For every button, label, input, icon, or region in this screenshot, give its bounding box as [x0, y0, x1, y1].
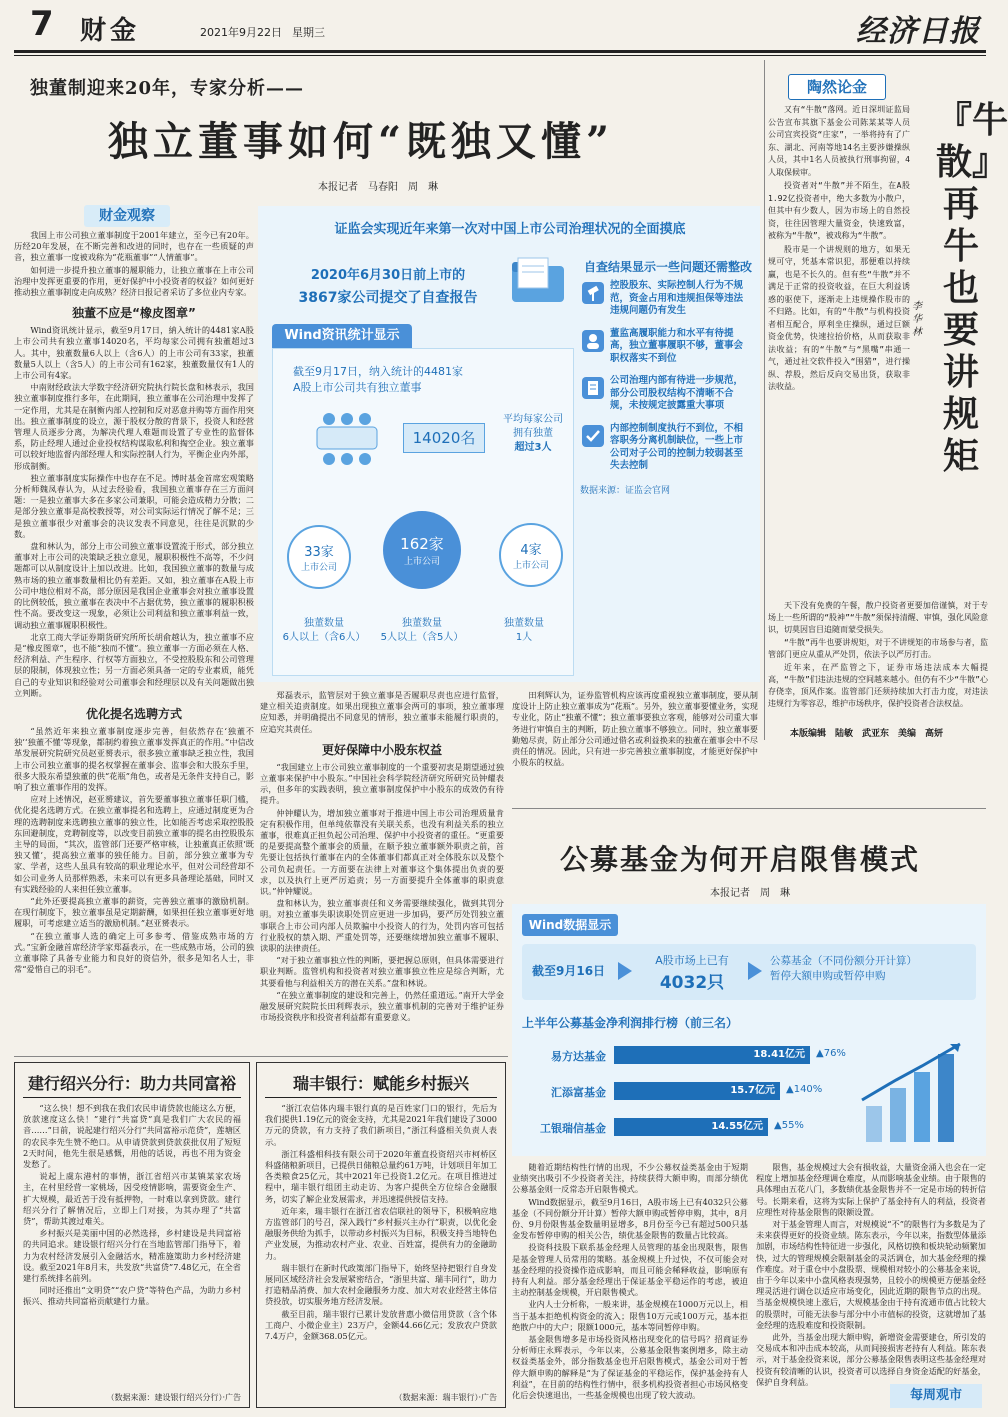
lead-kicker: 独董制迎来20年，专家分析—— — [30, 78, 305, 99]
intro-paragraph: 如何进一步提升独立董事的履职能力，让独立董事在上市公司治理中发挥更重要的作用，更好保护中小投资者的权益？如何更好推动独立董事制度走向成熟？经济日报记者采访了多位业内专家。 — [14, 264, 254, 298]
column-divider — [764, 60, 765, 740]
commentary-paragraph: “牛散”再牛也要讲规矩，对于不讲规矩的市场参与者，监管部门更应从重从严处罚，依法予以严厉打击。 — [768, 638, 988, 659]
section3-title: 更好保障中小股东权益 — [321, 742, 442, 757]
ad-ccb-paragraph: 说起上虞东港村的事情，浙江省绍兴市某镇某家农场主，在村里经营一家桃场，因受疫情影响，需要资金生产、扩大规模，最近苦于没有抵押物，一时难以拿到贷款。建行绍兴分行了解情况后，立即上门对接，为其办理了“共富贷”，帮助其渡过难关。 — [23, 1171, 241, 1227]
column-badge: 财金观察 — [84, 205, 170, 227]
fund-step3-line1: 公募基金（不同份额分开计算） — [770, 955, 917, 967]
ranking-bar: 14.55亿元 — [614, 1118, 768, 1136]
ranking-name: 工银瑞信基金 — [540, 1122, 606, 1135]
section2-paragraph: 郑磊表示，监管层对于独立董事是否履职尽责也应进行监督，建立相关追责制度。如果出现独立董事会两可的事项，独立董事理应知悉，并明确提出不同意见的情形，独立董事未能履行职责的，应追究其责任。 — [260, 690, 504, 734]
ranking-growth: ▲140% — [786, 1084, 823, 1095]
ad-ruifeng-title: 瑞丰银行：赋能乡村振兴 — [292, 1074, 469, 1093]
fund-column-1 — [512, 1162, 748, 1408]
section-name: 财金 — [80, 16, 141, 46]
ranking-bar: 18.41亿元 — [614, 1046, 810, 1064]
finding-item — [580, 328, 752, 366]
issue-date: 2021年9月22日 — [200, 26, 282, 39]
category-3 — [479, 617, 569, 645]
checklist-icon — [580, 423, 606, 449]
avg-label-line3: 超过3人 — [514, 442, 552, 453]
category-1-line1: 独董数量 — [304, 618, 344, 629]
category-2-line2: 5人以上（含5人） — [380, 632, 464, 643]
lead-column-2 — [260, 690, 504, 1052]
commentary-paragraph: 近年来，在严监管之下，证券市场违法成本大幅提高，“牛散”们违法违规的空间越来越小。但仍有不少“牛散”心存侥幸，顶风作案。监管部门还须持续加大打击力度，对违法违规行为零容忍，维护市场秩序，保护投资者合法权益。 — [768, 663, 988, 708]
masthead-rule-thin — [14, 55, 986, 56]
fund-paragraph: Wind数据显示，截至9月16日，A股市场上已有4032只公募基金（不同份额分开计算）暂停大额申购或暂停申购，其中，8月份、9月份限售基金数量明显增多，8月份至今已有超过500只基金发布暂停申购的相关公告，绩优基金限售的数量占比较高。 — [512, 1196, 748, 1241]
circle-left-value: 33家 — [304, 545, 334, 560]
people-icon — [580, 328, 606, 354]
ranking-name: 汇添富基金 — [551, 1086, 606, 1099]
avg-label-line1: 平均每家公司 — [503, 414, 563, 425]
ranking-bar: 15.7亿元 — [614, 1082, 780, 1100]
lead-byline: 本报记者 马春阳 周 琳 — [318, 182, 438, 193]
ad-ruifeng-body — [265, 1103, 497, 1383]
ad-box-ccb — [14, 1062, 250, 1408]
commentary-paragraph: 投资者对“牛散”并不陌生，在A股1.92亿投资者中，绝大多数为小散户，但其中有少数人，因为市场上的自然投资，往往因管理大量资金，快速致富，被称为“牛散”，被戏称为“牛散”。 — [768, 181, 910, 240]
fund-paragraph: 投资科技股下联系基金经理人员管理的基金出现限售，限售是基金管理人员常用的策略。基金规模上升过快，不仅可能会对基金经理的投资操作造成影响，而且可能会稀释收益，影响原有持有人利益。部分基金经理出于保证基金平稳运作的考虑，被迫主动控制基金规模，开启限售模式。 — [512, 1242, 748, 1298]
finding-text: 控股股东、实际控制人行为不规范，资金占用和违规担保等违法违规问题仍有发生 — [610, 280, 744, 316]
ad-ccb-title: 建行绍兴分行：助力共同富裕 — [27, 1074, 236, 1093]
section2-paragraph: “虽然近年来独立董事制度逐步完善，但依然存在‘独董不独’‘独董不懂’等现象，都制约着独立董事发挥真正的作用。”中信改革发展研究院研究员赵亚赟表示，很多独立董事缺乏独立性，我国上市公司独立董事的提名权掌握在董事会、监事会和大股东手里，很多大股东希望独董的供“花瓶”角色，或者是无条件支持自己，影响了独立董事作用的发挥。 — [14, 725, 254, 792]
gavel-icon — [580, 280, 606, 306]
ad-ccb-paragraph: “这么快！想不到我在我们农民申请贷款也能这么方便，放款速度这么快！”建行“共富贷”真是我们广大农民的福音……”日前，说起建行绍兴分行“共同富裕示范贷”，莲塘区的农民李先生赞不绝口。从申请贷款到贷款获批仅用了短短2天时间，他先生很是感慨，用他的话说，再也不用为资金发愁了。 — [23, 1103, 241, 1170]
section2-paragraph: “此外还要提高独立董事的薪资，完善独立董事的激励机制。在现行制度下，独立董事虽是定期薪酬，如果担任独立董事更好地履职，可考虑建立适当的激励机制。”赵亚赟表示。 — [14, 895, 254, 929]
wind-tag: Wind资讯统计显示 — [272, 324, 412, 348]
ad-ruifeng-paragraph: 近年来，瑞丰银行在浙江省农信联社的领导下，积极响应地方监管部门的号召，深入践行“乡村振兴主办行”职责，以优化金融服务供给为抓手，以带动乡村振兴为目标，积极支持当地特色产业发展，为推动农村产业、农业、百姓富，提供有力的金融助力。 — [265, 1205, 497, 1261]
section2-paragraph: “在独立董事人选的确定上可多参考、借鉴成熟市场的方式。”宝新金融首席经济学家郑磊表示，在一些成熟市场，公司的独立董事除了具备专业能力和良好的资信外，很多是知名人士，非常“爱惜自己的羽毛”。 — [14, 930, 254, 975]
circle-right-unit: 上市公司 — [512, 561, 549, 571]
section1-paragraph: 盘和林认为，部分上市公司独立董事设置流于形式，部分独立董事对上市公司的决策缺乏独立意见，履职积极性不高等，不少问题都可以从制度设计上加以改进。比如，我国独立董事的数量与成熟市场的独立董事数量相比仍有差距。又如，独立董事在A股上市公司中地位相对不高，部分原因是我国企业董事会对独立董事设置的比例较低，独立董事在表决中不占据优势，独立董事的履职积极性不高。要改变这一现象，必须让公司利益和独立董事利益一致，调动独立董事履职积极性。 — [14, 541, 254, 630]
stat-line1: 截至9月17日，纳入统计的4481家 — [293, 365, 463, 378]
infographic-banner: 证监会实现近年来第一次对中国上市公司治理状况的全面摸底 — [334, 222, 686, 237]
avg-label — [501, 413, 565, 455]
finding-item — [580, 280, 752, 318]
document-icon — [580, 375, 606, 401]
page-editors: 本版编辑 陆敏 武亚东 美编 高妍 — [790, 729, 944, 739]
fund-infographic — [512, 904, 986, 1156]
ranking-chart — [522, 1034, 976, 1150]
ad-ruifeng-footer: （数据来源：瑞丰银行）·广告 — [394, 1393, 497, 1402]
section1-title: 独董不应是“橡皮图章” — [72, 306, 196, 321]
section3-paragraph: “在独立董事制度的建设和完善上，仍然任重道远。”南开大学金融发展研究院院长田利辉表示，独立董事机制的完善对于维护证券市场投资秩序和投资者利益都有重要意义。 — [260, 989, 504, 1023]
ad-ccb-rule — [23, 1097, 241, 1098]
category-3-line2: 1人 — [515, 632, 533, 643]
fund-byline: 本报记者 周 琳 — [710, 888, 790, 899]
section1-paragraph: Wind资讯统计显示，截至9月17日，納入统计的4481家A股上市公司共有独立董事14020名，平均每家公司拥有独董超过3人。其中，独董数量6人以上（含6人）的上市公司有33家，独董数量5人以上（含5人）的上市公司有162家，独董数量仅有1人的上市公司有4家。 — [14, 325, 254, 381]
left-title-line2: 3867家公司提交了自查报告 — [298, 290, 478, 306]
circle-mid — [383, 511, 461, 589]
fund-top-rule — [512, 808, 986, 809]
fund-paragraph: 限售，基金规模过大会有损收益，大量资金涌入也会在一定程度上增加基金经理调仓难度，从而影响基金业绩。由于限售的具体理由五花八门，多数绩优基金限售并不一定是市场的转折信号。长期来看，这将为实际上保护了基金持有人的利益，投资者应理性对待基金限售的限额设置。 — [756, 1162, 986, 1217]
ranking-growth-value: 140% — [793, 1084, 823, 1095]
fund-step3 — [770, 954, 970, 984]
ad-ruifeng-paragraph: “浙江农信体内瑞丰银行真的是百姓家门口的银行，先后为我们提供1.19亿元的资金支持，尤其是2021年我们建设了3000万元的贷款，有力支持了我们新项目，”浙江科盛相关负责人表示。 — [265, 1103, 497, 1147]
lead-headline: 独立董事如何“既独又懂” — [108, 118, 615, 165]
section2-title: 优化提名选聘方式 — [85, 706, 182, 721]
fund-step1: 截至9月16日 — [532, 964, 606, 978]
intro-paragraph: 我国上市公司独立董事制度于2001年建立，至今已有20年。历经20年发展，在不断完善和改进的同时，也存在一些质疑的声音，独立董事一度被戏称为“花瓶董事”“人情董事”。 — [14, 230, 254, 263]
ranking-growth-value: 55% — [781, 1120, 804, 1131]
ad-box-ruifeng — [256, 1062, 506, 1408]
finding-text: 公司治理内部有待进一步规范，部分公司股权结构不清晰不合规，未按规定披露重大事项 — [610, 375, 744, 411]
infographic-source: 数据来源：证监会官网 — [580, 485, 671, 496]
section1-paragraph: 中南财经政法大学数字经济研究院执行院长盘和林表示，我国独立董事制度推行多年，在此期间，独立董事在公司治理中发挥了一定作用，尤其是在制衡内部人控制和反对恶意并购等方面作用突出。独立董事制度的设立，源于股权分散的背景下，投资人和经营管理人员逐步分离，为解决代理人难题而设置了专业性的监督体系，防止经理人通过企业投权结构谋取私利和掏空企业。独立董事可以较好地监督内部经理人和实际控制人行为，平衡企业内外部，形成制衡。 — [14, 382, 254, 471]
issue-weekday: 星期三 — [292, 26, 325, 39]
commentary-tail — [768, 600, 988, 718]
section3-paragraph: 盘和林认为，独立董事责任和义务需要继续强化，做到其罚分明。对独立董事失职读职处罚应更进一步加码，要严厉处罚独立董事联合上市公司内部人员欺骗中小投资人的行为，处罚内容可包括行业股权的禁入期、严重处罚等，还要继续增加独立董事不履职、读职的法律责任。 — [260, 898, 504, 954]
commentary-badge: 陶然论金 — [788, 74, 886, 100]
section1-paragraph: 独立董事制度实际操作中也存在不足。博时基金首席宏观策略分析师魏凤春认为，从过去经验看，我国独立董事存在三方面问题：一是独立董事大多在多家公司兼职，可能会造成精力分散；二是部分独立董事是高校教授等，对公司实际运行情况了解不足；三是独立董事很少对董事会的决议发表不同意见，往往是沉默的少数。 — [14, 472, 254, 539]
findings-list — [580, 280, 752, 496]
finding-item — [580, 423, 752, 473]
masthead — [14, 4, 986, 49]
circle-mid-value: 162家 — [400, 535, 444, 553]
ad-ccb-footer: （数据来源：建设银行绍兴分行）·广告 — [106, 1393, 241, 1402]
lead-column-1 — [14, 230, 254, 1052]
commentary-author: 李华林 — [912, 301, 922, 338]
category-1-line2: 6人以上（含6人） — [282, 632, 366, 643]
ad-ruifeng-paragraph: 浙江科盛相科技有限公司于2020年董直投资绍兴市柯桥区科盛储粮新项目，已提供日储粮总量约61万吨，计划项目年加工各类粮食25亿元，其中2021年已投资1.2亿元。在项目推进过程中，瑞丰银行组团主动走访、为客户提供全方位综合金融服务，切实了解企业发展需求，并迅速提供授信支持。 — [265, 1148, 497, 1204]
infographic-left-title — [288, 264, 488, 307]
finding-text: 内部控制制度执行不到位，不相容职务分离机制缺位，一些上市公司对子公司的控制力较弱甚至失去控制 — [610, 422, 744, 471]
section1-paragraph: 北京工商大学证券期货研究所所长胡俞越认为，独立董事不应是“橡皮图章”，也不能“独而不懂”。独立董事一方面必须在人格、经济利益、产生程序、行权等方面独立，不受控股股东和公司管理层的限制，体现独立性；另一方面必须具备一定的专业素质，能凭自己的专业知识和经验对公司董事会和经理层以及有关问题做出独立判断。 — [14, 631, 254, 698]
ad-ccb-paragraph: 同时还推出“文明贷”“农户贷”等特色产品，为助力乡村振兴、推动共同富裕贡献建行力量。 — [23, 1285, 241, 1307]
fund-column-2 — [756, 1162, 986, 1387]
folder-icon — [508, 256, 568, 306]
circle-mid-unit: 上市公司 — [403, 557, 440, 567]
lead-bottom-rule — [14, 1056, 508, 1057]
circle-left — [287, 525, 351, 589]
ranking-growth: ▲55% — [774, 1120, 804, 1131]
infographic — [258, 206, 760, 682]
fund-step2-value: 4032只 — [659, 973, 725, 993]
paper-logo: 经济日报 — [856, 14, 980, 49]
section3-paragraph: 仲钟耀认为，增加独立董事对于推进中国上市公司治理质量肯定有积极作用，但单纯依靠没有关联关系，也没有利益关系的独立董事，很难真正担负起公司治理、保护中小投资者的重任。“更重要的是要提高整个董事会的质量，在顺予独立董事额外职责之前，首先要让包括执行董事在内的全体董事们都真正对全体股东以及整个公司负起责任。一方面要在法律上对董事这个集体提出负责的要求，以及执行上更严厉追责；另一方面要提升全体董事的职责意识。”仲钟耀说。 — [260, 807, 504, 897]
circle-right-value: 4家 — [520, 543, 542, 558]
lead-column-3 — [512, 690, 758, 800]
ad-ruifeng-paragraph: 截至目前，瑞丰银行已累计发放普惠小微信用贷款（含个体工商户、小微企业主）23万户，金额44.66亿元；发放农户贷款7.4万户，金额368.05亿元。 — [265, 1308, 497, 1342]
ranking-growth-value: 76% — [823, 1048, 846, 1059]
ad-ccb-paragraph: 乡村振兴是美丽中国的必然选择，乡村建设是共同富裕的共同追求。建设银行绍兴分行在当地监管部门指导下，着力为农村经济发展引入金融活水，精准施策助力乡村经济建设。截至2021年8月末，共发放“共富贷”7.48亿元，在全省建行系统排名前列。 — [23, 1228, 241, 1284]
section3-paragraph: “对于独立董事独立性的判断，要把握总原则，但具体需要进行职业判断。监管机构和投资者对独立董事独立性应是综合判断，尤其要看他与利益相关方的潜在关系。”盘和林说。 — [260, 955, 504, 988]
stat-panel — [272, 348, 574, 676]
left-title-line1: 2020年6月30日前上市的 — [310, 268, 466, 283]
commentary-title: 『牛散』再牛也要讲规矩 — [936, 100, 1008, 477]
fund-paragraph: 此外，当基金出现大额申购，新增资金需要建仓，所引发的交易成本和冲击成本较高，从而间接损害老持有人利益。陈东表示，对于基金投资来说，部分公募基金限售表明这些基金经理对投资有较清晰的认识，投资者可以选择自身资金适配的好基金，保护自身利益。 — [756, 1332, 986, 1387]
ranking-growth: ▲76% — [816, 1048, 846, 1059]
infographic-right-title: 自查结果显示一些问题还需整改 — [584, 260, 753, 274]
arrow-icon — [618, 962, 632, 980]
stat-line2: A股上市公司共有独立董事 — [293, 381, 422, 394]
category-2 — [377, 617, 467, 645]
circle-left-unit: 上市公司 — [300, 563, 337, 573]
category-2-line1: 独董数量 — [402, 618, 442, 629]
category-3-line1: 独董数量 — [504, 618, 544, 629]
arrow-icon — [748, 962, 762, 980]
fund-step3-line2: 暂停大额申购或暂停申购 — [770, 970, 886, 982]
ranking-name: 易方达基金 — [551, 1050, 606, 1063]
finding-text: 董监高履职能力和水平有待提高，独立董事履职不够，董事会职权落实不到位 — [610, 327, 744, 364]
fund-headline: 公募基金为何开启限售模式 — [560, 843, 921, 876]
fund-paragraph: 基金限售增多是市场投资风格出现变化的信号吗？招商证券分析师庄永辉表示，今年以来，公募基金限售案例增多，除主动权益类基金外，部分指数基金也开启限售模式，基金公司对于暂停大额申购的解释是“为了保证基金的平稳运作，保护基金持有人利益”，在目前的结构性行情中，很多机构投资者担心市场风格变化后会快速退出，一些基金规模也出现了较大波动。 — [512, 1334, 748, 1401]
category-1 — [279, 617, 369, 645]
trend-chart-icon — [856, 1036, 974, 1146]
total-directors: 14020名 — [403, 423, 485, 453]
fund-paragraph: 业内人士分析称，一般来讲，基金规模在1000万元以上，相当于基本拒绝机构资金的流入；限售10万元或100万元，基本拒绝散户中的大户；限额1000元，基本等同暂停申购。 — [512, 1299, 748, 1332]
fund-step2 — [642, 952, 742, 993]
fund-step2-line1: A股市场上已有 — [655, 954, 729, 967]
section2-paragraph: 应对上述情况，赵亚赟建议，首先要董事独立董事任职门槛，优化提名选聘方式。在独立董事提名和选聘上，应通过制度更为合理的选聘制度来选聘独立董事的独立性，比如能否考虑采取控股股东回避制度，竞聘制度等，以改变目前独立董事的提名由控股股东主导的局面，“其次，监管部门还要严格审核，让独董真正依照‘既独又懂’，提高独立董事的独任能力。目前，部分独立董事为专家、学者，这些人虽具有较高的职业理论水平，但对公司经营却不如公司业务人员那样熟悉，未来可以有更多具备理论基础，同时又有实践经验的人来担任独立董事。 — [14, 794, 254, 894]
commentary-paragraph: 股市是一个讲规则的地方，如果无规可守，凭基本常识犯，那便难以持续赢，也是不长久的。但有些“牛散”并不满足于正常的投资收益，在巨大利益诱惑的驱使下，逐渐走上违规操作股市的不归路。比如，有的“牛散”与机构投资者相互配合，厚利坐庄操纵，通过巨额资金优势，快速拉抬价格，从而获取非法收益；有的“牛散”与“黑嘴”串通一气，通过社交软件投入“围猎”，进行操纵、荐股，然后反向交易出货，获取非法收益。 — [768, 244, 910, 391]
page-number: 7 — [30, 4, 54, 44]
fund-wind-tag: Wind数据显示 — [522, 914, 618, 936]
commentary-paragraph: 天下没有免费的午餐，散户投资者更要加倍谨慎，对于专场上一些所谓的“股神”“牛散”须保持清醒、审慎，强化风险意识，切莫因盲目追随而蒙受损失。 — [768, 601, 988, 634]
masthead-rule — [14, 50, 986, 53]
avg-label-line2: 拥有独董 — [513, 428, 553, 439]
commentary-paragraph: 又有“牛散”落网。近日深圳证监局公告宣布其旗下基金公司陈某某等人员公司宜宾投资“庄家”，一举将持有了广东、湖北、河南等地14名主要涉嫌操纵人员，其中1名人员被执行刑事拘留，4人取保候审。 — [768, 105, 910, 177]
finding-item — [580, 375, 752, 413]
ranking-title: 上半年公募基金净利润排行榜（前三名） — [522, 1016, 739, 1030]
fund-paragraph: 对于基金管理人而言，对规模说“不”的限售行为多数是为了未来获得更好的投资业绩。陈东表示，今年以来，指数型体量添加剧，市场结构性特征进一步强化，风格切换和板块轮动频繁加快，过大的管理规模会限制基金的灵活调仓，加大基金经理的操作难度。对于重仓中小盘股票、规模相对较小的公募基金来说，由于今年以来中小盘风格表现强势，且较小的规模更方便基金经理灵活进行调仓以适应市场变化，因此近期的限售节点的出现。当基金规模快速上涨后，大规模基金由于持有流通市值占比较大的股票时，可能无法参与部分中小市值标的投资，这就增加了基金经理的选股难度和投资限制。 — [756, 1219, 986, 1330]
ad-ruifeng-rule — [265, 1097, 497, 1098]
section3-paragraph: 田利辉认为，证券监管机构应该再度重视独立董事制度，要从制度设计上防止独立董事成为“花瓶”。另外，独立董事要懂业务，实现专业化，防止“独董不懂”；独立董事要独立客观，能够对公司重大事务进行审慎自主的判断，防止独立董事不够独立。同时，独立董事要勤勉尽责，防止部分公司通过借名或利益换来的独董在董事会中不尽责任的情况。因此，只有进一步完善独立董事制度，才能更好保护中小股东的权益。 — [512, 690, 758, 768]
ad-ccb-body — [23, 1103, 241, 1383]
fund-paragraph: 随着近期结构性行情的出现，不少公募权益类基金由于短期业绩突出吸引不少投资者关注，持续获得大额申购，而部分绩优公募基金则一反常态开启限售模式。 — [512, 1162, 748, 1195]
section3-paragraph: “我国建立上市公司独立董事制度的一个重要初衷是期望通过独立董事来保护中小股东。”中国社会科学院经济研究所研究员钟耀表示，但多年的实践表明，独立董事制度保护中小股东的成效仍有待提升。 — [260, 761, 504, 806]
fund-flow — [522, 944, 976, 1000]
ad-ruifeng-paragraph: 瑞丰银行在新时代政策部门指导下，始终坚持把银行自身发展同区域经济社会发展紧密结合，“浙里共富、瑞丰同行”，助力打造精品消费、加大农村金融服务力度、加大对农业经营主体信贷投放，切实服务地方经济发展。 — [265, 1262, 497, 1307]
corner-tag: 每周观市 — [890, 1384, 982, 1408]
circle-right — [499, 523, 563, 587]
meeting-icon — [307, 407, 387, 467]
